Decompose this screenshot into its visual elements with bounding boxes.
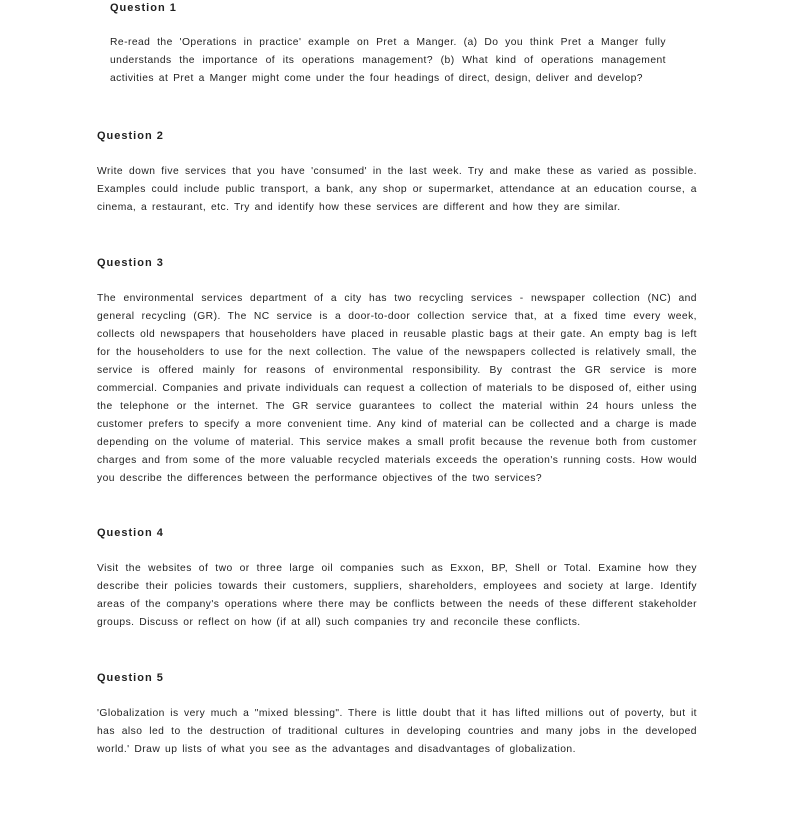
- question-5-text: 'Globalization is very much a "mixed blessing". There is little doubt that it has lifted millions out of poverty, but it has also led to the destruction of traditional cultures in developing countries and many jobs in the developed world.' Draw up lists of what you see as the advantages and disadvantages of globalization.: [97, 708, 697, 755]
- question-1-heading: Question 1: [110, 2, 177, 14]
- question-2-heading: Question 2: [97, 130, 164, 142]
- question-3-text: The environmental services department of a city has two recycling services - newspaper collection (NC) and general recycling (GR). The NC service is a door-to-door collection service that, at a fixed time every week, collects old newspapers that householders have placed in reusable plastic bags at their gate. An empty bag is left for the householders to use for the next collection. The value of the newspapers collected is relatively small, the service is offered mainly for reasons of environmental responsibility. By contrast the GR service is more commercial. Companies and private individuals can request a collection of materials to be disposed of, either using the telephone or the internet. The GR service guarantees to collect the material within 24 hours unless the customer prefers to specify a more convenient time. Any kind of material can be collected and a charge is made depending on the volume of material. This service makes a small profit because the revenue both from customer charges and from some of the more valuable recycled materials exceeds the operation's running costs. How would you describe the differences between the performance objectives of the two services?: [97, 293, 697, 484]
- question-2-text: Write down five services that you have 'consumed' in the last week. Try and make these as varied as possible. Examples could include public transport, a bank, any shop or supermarket, attendance at an education course, a cinema, a restaurant, etc. Try and identify how these services are different and how they are similar.: [97, 166, 697, 213]
- question-3-heading: Question 3: [97, 257, 164, 269]
- question-5-heading: Question 5: [97, 672, 164, 684]
- question-4-heading: Question 4: [97, 527, 164, 539]
- question-4-text: Visit the websites of two or three large oil companies such as Exxon, BP, Shell or Total. Examine how they describe their policies towards their customers, suppliers, shareholders, employees and society at large. Identify areas of the company's operations where there may be conflicts between the needs of these different stakeholder groups. Discuss or reflect on how (if at all) such companies try and reconcile these conflicts.: [97, 563, 697, 628]
- question-1-text: Re-read the 'Operations in practice' example on Pret a Manger. (a) Do you think Pret a Manger fully understands the importance of its operations management? (b) What kind of operations management activities at Pret a Manger might come under the four headings of direct, design, deliver and develop?: [110, 37, 666, 84]
